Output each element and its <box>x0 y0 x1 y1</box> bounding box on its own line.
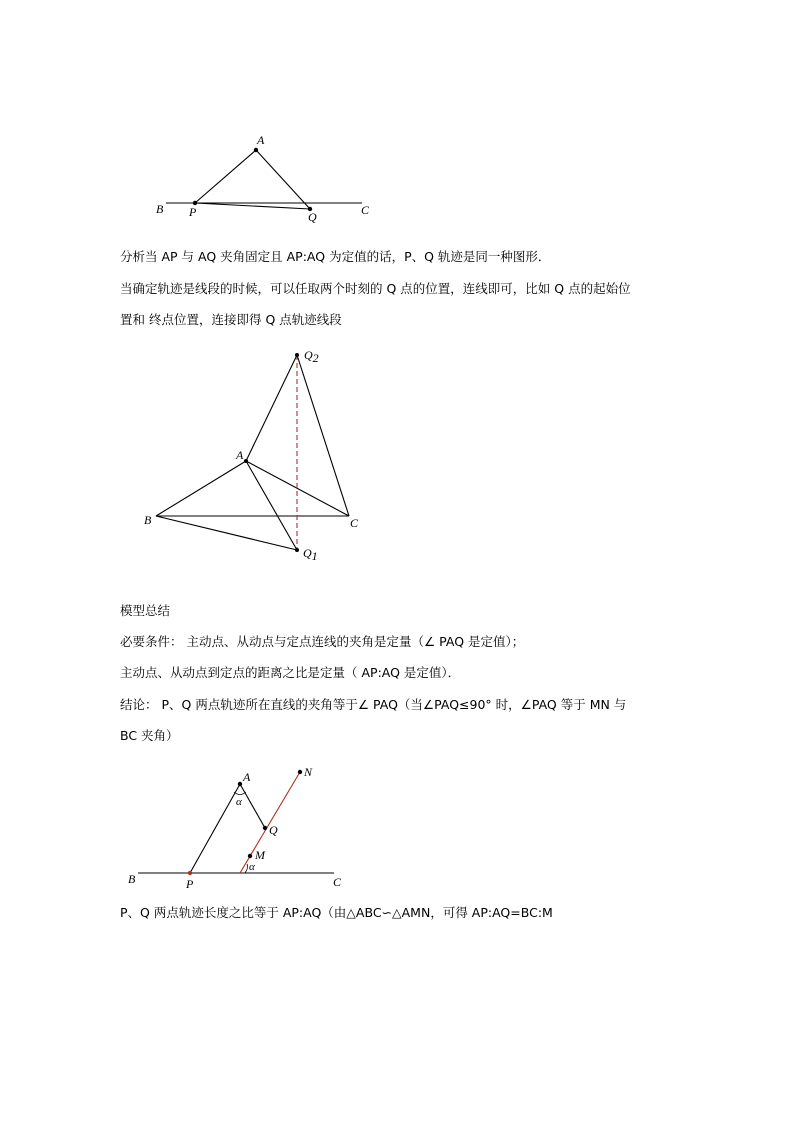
label-alpha-a: α <box>236 796 242 808</box>
label-q2: Q2 <box>304 348 319 365</box>
point-p <box>188 871 192 875</box>
label-n: N <box>304 765 313 779</box>
point-a <box>244 459 248 463</box>
figure-1-svg <box>150 130 380 225</box>
analysis-line-1: 分析当 AP 与 AQ 夹角固定且 AP:AQ 为定值的话，P、Q 轨迹是同一种图形． <box>120 249 551 264</box>
point-q2 <box>295 353 299 357</box>
figure-q-trajectory <box>140 345 370 565</box>
point-q <box>263 826 267 830</box>
figure-2-svg <box>140 345 370 565</box>
segment-aq <box>256 150 310 209</box>
label-q1: Q1 <box>303 546 318 563</box>
segment-pa <box>195 150 256 203</box>
segment-ba <box>156 461 246 516</box>
label-p: P <box>186 877 194 891</box>
point-a <box>238 782 242 786</box>
label-a: A <box>257 133 265 147</box>
label-alpha-m: α <box>249 861 255 873</box>
analysis-line-2: 当确定轨迹是线段的时候，可以任取两个时刻的 Q 点的位置，连线即可，比如 Q 点的起始位 <box>120 281 631 296</box>
point-n <box>298 770 302 774</box>
label-a: A <box>236 448 244 462</box>
label-b: B <box>156 202 164 216</box>
label-a: A <box>243 770 251 784</box>
label-p: P <box>189 205 197 219</box>
condition-line-1: 必要条件： 主动点、从动点与定点连线的夹角是定量（∠ PAQ 是定值）； <box>120 634 525 649</box>
label-c: C <box>361 203 370 217</box>
figure-mn-trajectory <box>120 760 360 895</box>
segment-pa <box>190 784 240 873</box>
figure-3-svg <box>120 760 360 895</box>
segment-bq1 <box>156 516 297 550</box>
conclusion-text: 结论： P、Q 两点轨迹所在直线的夹角等于∠ PAQ（当∠PAQ≤90° 时，∠PAQ 等于 MN 与 <box>120 697 627 712</box>
label-q: Q <box>269 823 278 837</box>
point-a <box>254 148 258 152</box>
label-b: B <box>128 872 136 886</box>
label-b: B <box>144 513 152 527</box>
segment-aq <box>240 784 265 828</box>
conclusion-line-1 <box>120 696 676 714</box>
label-m: M <box>255 848 265 862</box>
label-c: C <box>350 516 359 530</box>
segment-pq <box>195 203 310 209</box>
conclusion-line-2: BC 夹角） <box>120 728 179 743</box>
figure-triangle-apq <box>150 130 380 225</box>
segment-aq2 <box>246 355 297 461</box>
ratio-line: P、Q 两点轨迹长度之比等于 AP:AQ（由△ABC∽△AMN，可得 AP:AQ=BC:M <box>120 905 553 920</box>
section-heading: 模型总结 <box>120 603 171 618</box>
condition-line-2: 主动点、从动点到定点的距离之比是定量（ AP:AQ 是定值）． <box>120 665 461 680</box>
analysis-line-3: 置和 终点位置，连接即得 Q 点轨迹线段 <box>120 312 342 327</box>
point-q1 <box>295 548 299 552</box>
label-c: C <box>333 875 342 889</box>
label-q: Q <box>308 210 317 224</box>
point-m <box>248 854 252 858</box>
angle-arc-m <box>245 864 248 873</box>
